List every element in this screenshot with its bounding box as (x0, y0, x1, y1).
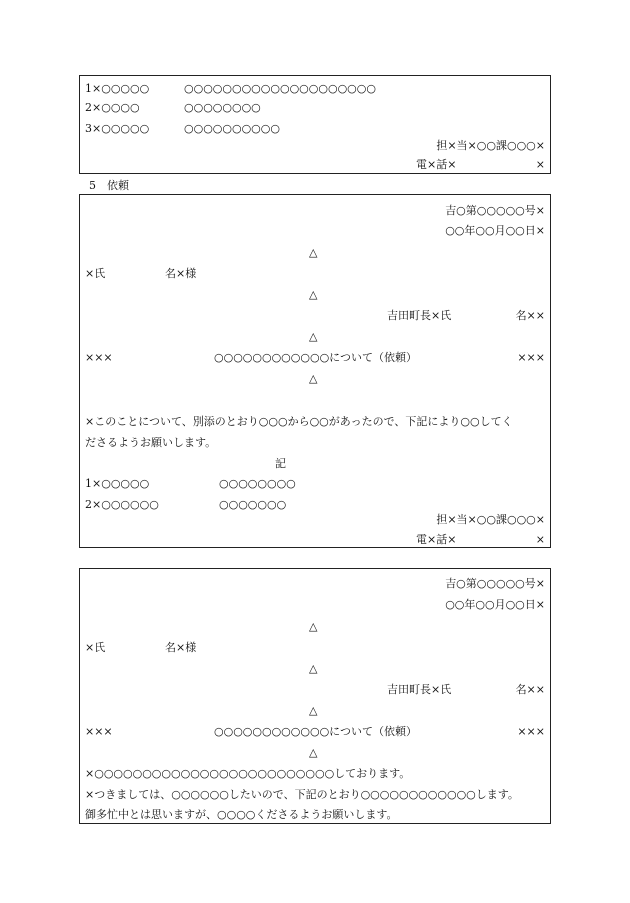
subject-left: ××× (85, 351, 113, 364)
ki-heading: 記 (275, 457, 286, 470)
spacer-triangle: △ (309, 662, 318, 675)
body-line: ×○○○○○○○○○○○○○○○○○○○○○○○○○しております。 (85, 767, 411, 780)
body-line: ×このことについて、別添のとおり○○○から○○があったので、下記により○○してく (85, 415, 513, 428)
section-label: 5 依頼 (89, 179, 129, 192)
request-letter-box-2 (79, 568, 551, 824)
phone-end: × (535, 533, 545, 546)
body-line: ださるようお願いします。 (85, 436, 217, 449)
body-line: 御多忙中とは思いますが、○○○○くださるようお願いします。 (85, 808, 398, 821)
item1-left: 1×○○○○○ (85, 477, 150, 490)
spacer-triangle: △ (309, 246, 318, 259)
subject-right: ××× (517, 351, 545, 364)
sender-suffix: 名×× (515, 683, 545, 696)
doc-number: 吉○第○○○○○号× (445, 204, 545, 217)
subject: ○○○○○○○○○○○○について（依頼） (214, 725, 417, 738)
doc-number: 吉○第○○○○○号× (445, 577, 545, 590)
spacer-triangle: △ (309, 704, 318, 717)
row2-left: 2×○○○○ (85, 101, 140, 114)
subject-right: ××× (517, 725, 545, 738)
addressee-name: ×氏 (85, 641, 106, 654)
spacer-triangle: △ (309, 330, 318, 343)
body-line: ×つきましては、○○○○○○したいので、下記のとおり○○○○○○○○○○○○します。 (85, 788, 519, 801)
phone-end: × (535, 158, 545, 171)
row2-right: ○○○○○○○○ (184, 101, 261, 114)
spacer-triangle: △ (309, 372, 318, 385)
spacer-triangle: △ (309, 620, 318, 633)
spacer-triangle: △ (309, 288, 318, 301)
row1-right: ○○○○○○○○○○○○○○○○○○○○ (184, 82, 376, 95)
date: ○○年○○月○○日× (445, 224, 545, 237)
request-letter-box (79, 194, 551, 548)
item-list-box (79, 75, 551, 174)
sender: 吉田町長×氏 (387, 683, 452, 696)
item2-right: ○○○○○○○ (219, 498, 287, 511)
spacer-triangle: △ (309, 746, 318, 759)
sender: 吉田町長×氏 (387, 309, 452, 322)
item1-right: ○○○○○○○○ (219, 477, 296, 490)
addressee-suffix: 名×様 (165, 641, 197, 654)
contact-person: 担×当×○○課○○○× (436, 139, 545, 152)
subject: ○○○○○○○○○○○○について（依頼） (214, 351, 417, 364)
row3-right: ○○○○○○○○○○ (184, 122, 280, 135)
row1-left: 1×○○○○○ (85, 82, 150, 95)
addressee-name: ×氏 (85, 267, 106, 280)
date: ○○年○○月○○日× (445, 598, 545, 611)
subject-left: ××× (85, 725, 113, 738)
sender-suffix: 名×× (515, 309, 545, 322)
item2-left: 2×○○○○○○ (85, 498, 159, 511)
phone-label: 電×話× (416, 158, 457, 171)
addressee-suffix: 名×様 (165, 267, 197, 280)
phone-label: 電×話× (416, 533, 457, 546)
row3-left: 3×○○○○○ (85, 122, 150, 135)
contact-person: 担×当×○○課○○○× (436, 513, 545, 526)
